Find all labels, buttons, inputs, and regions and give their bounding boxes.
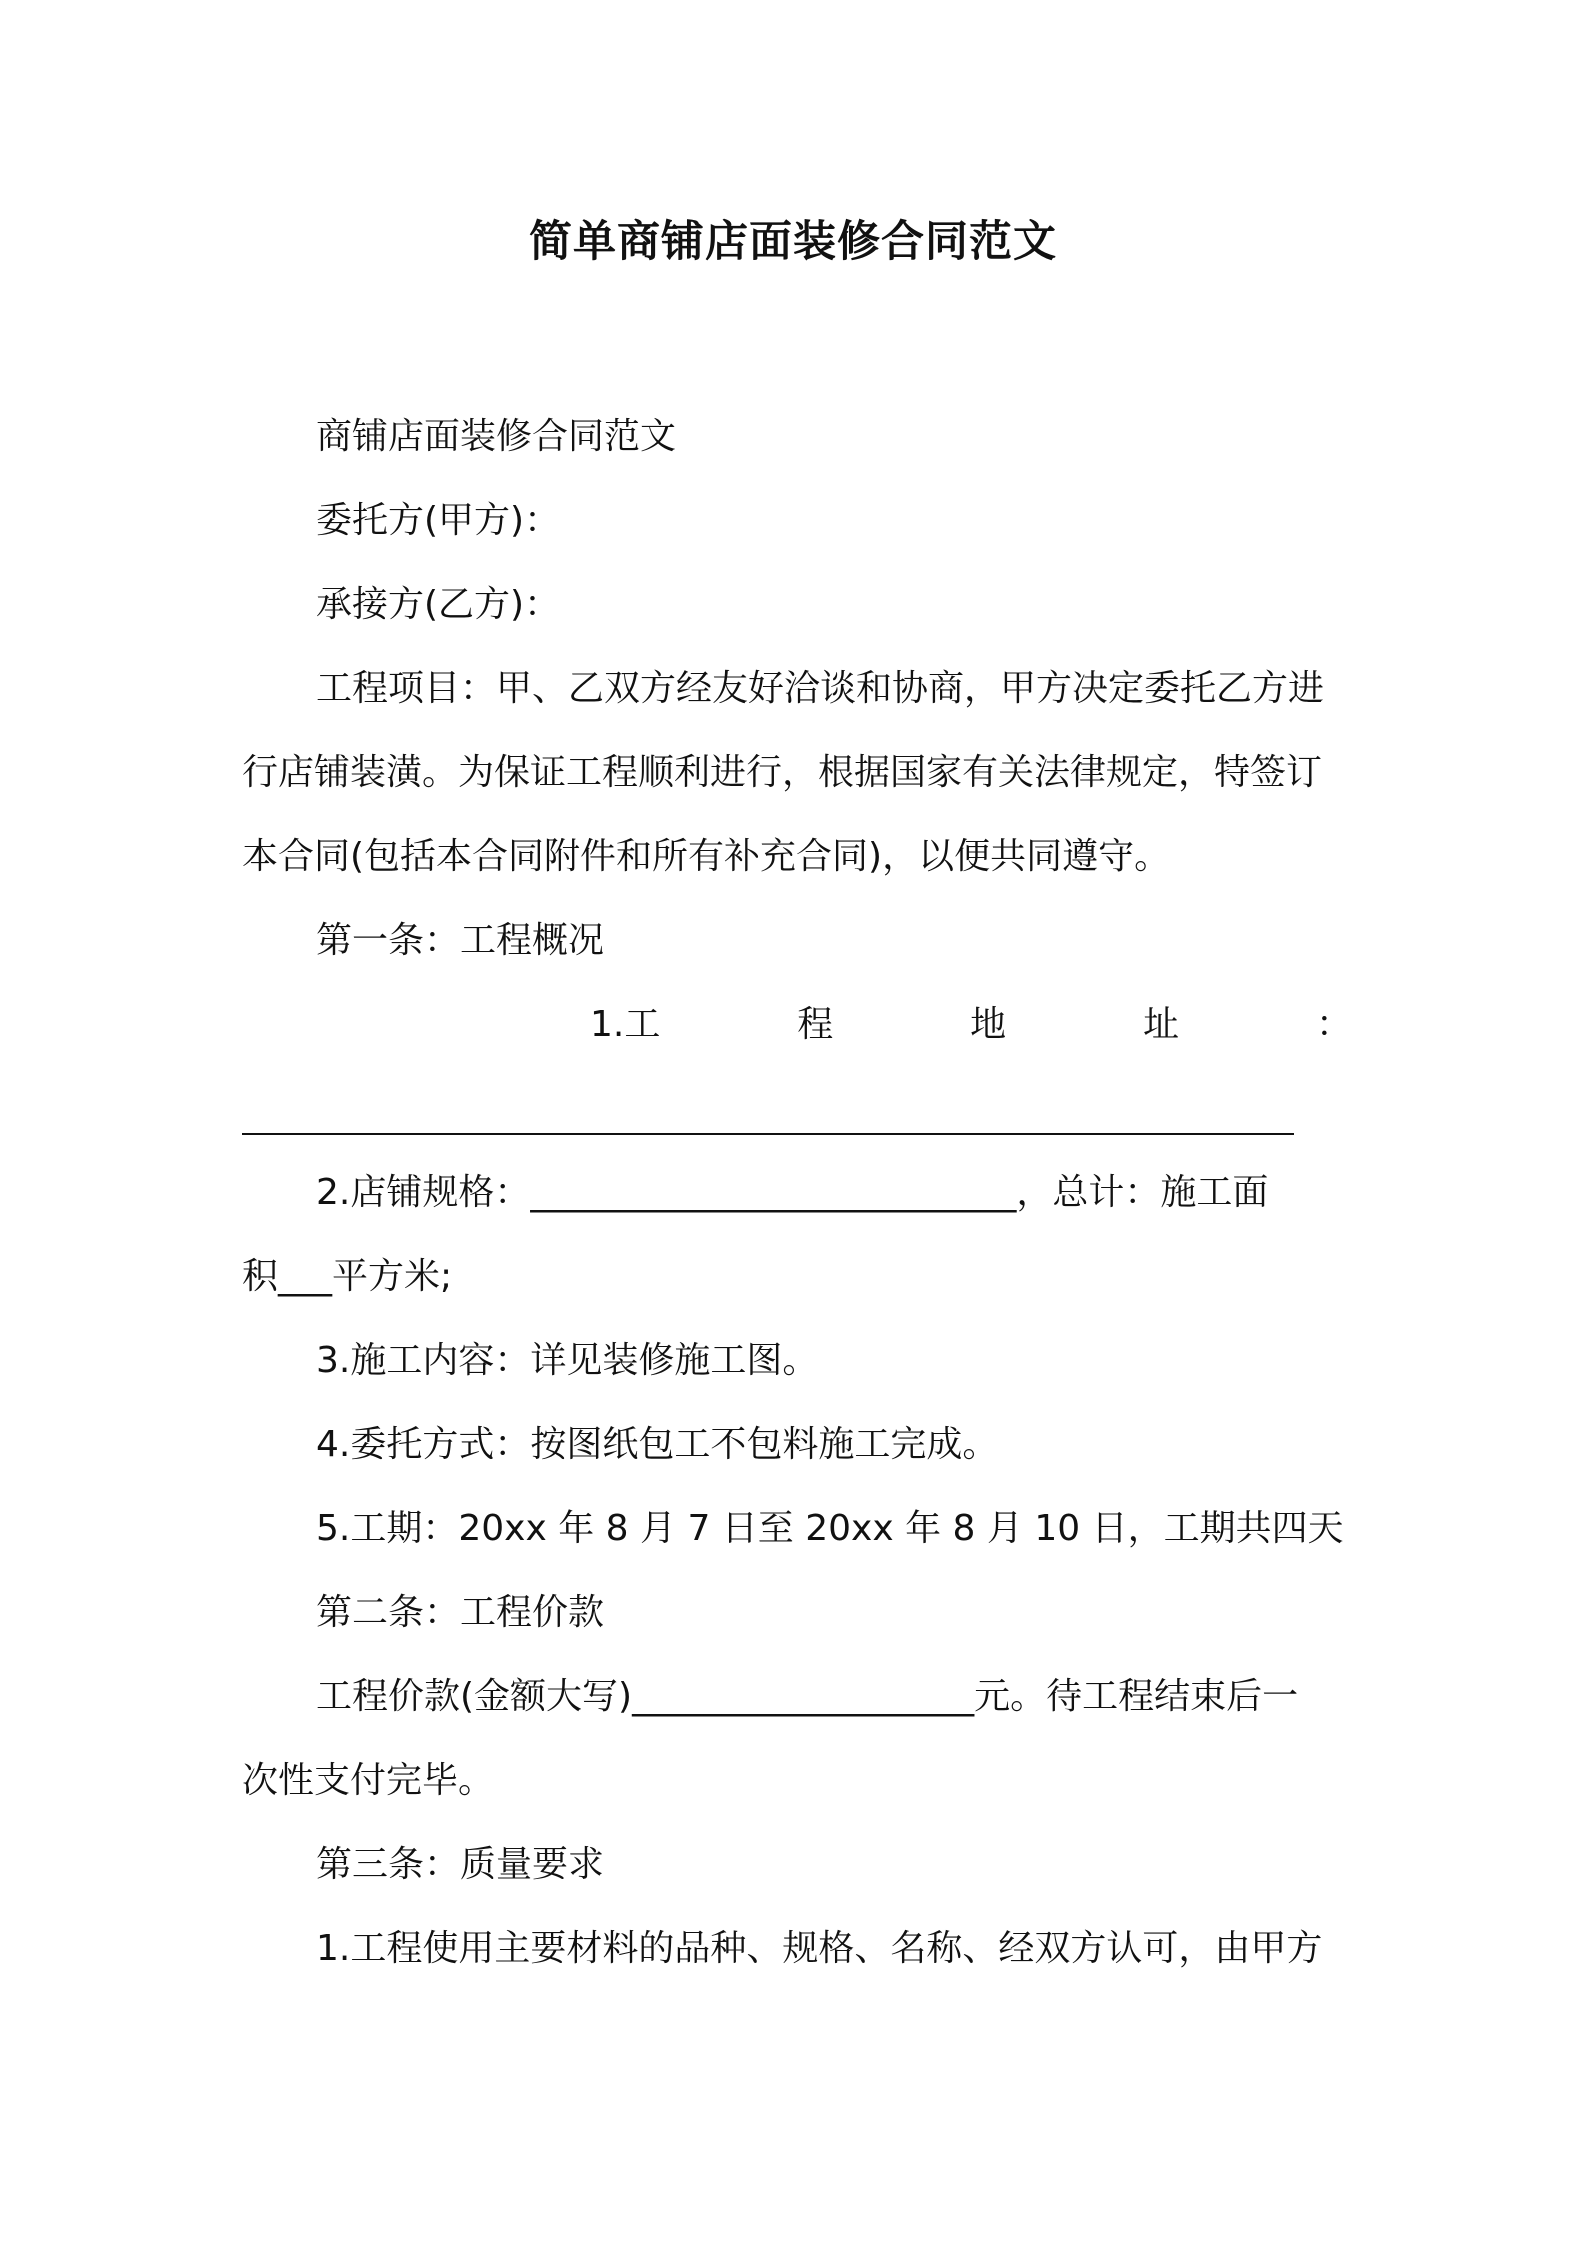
article-3-heading: 第三条：质量要求 <box>316 1844 605 1885</box>
party-a-line: 委托方(甲方)： <box>316 500 561 541</box>
address-label-part: 地 <box>970 1004 1007 1045</box>
article-1-heading: 第一条：工程概况 <box>316 920 605 961</box>
address-label-part: 址 <box>1143 1004 1180 1045</box>
address-label-part: ： <box>1315 1004 1352 1045</box>
document-title: 简单商铺店面装修合同范文 <box>529 217 1057 267</box>
quality-line-1: 1.工程使用主要材料的品种、规格、名称、经双方认可，由甲方 <box>316 1928 1323 1969</box>
project-paragraph-line-2: 行店铺装潢。为保证工程顺利进行，根据国家有关法律规定，特签订 <box>242 752 1323 793</box>
project-paragraph-line-1: 工程项目：甲、乙双方经友好洽谈和协商，甲方决定委托乙方进 <box>316 668 1325 709</box>
commission-method-line: 4.委托方式：按图纸包工不包料施工完成。 <box>316 1424 999 1465</box>
project-paragraph-line-3: 本合同(包括本合同附件和所有补充合同)，以便共同遵守。 <box>242 836 1171 877</box>
price-line-1: 工程价款(金额大写)___________________元。待工程结束后一 <box>316 1676 1299 1717</box>
party-b-line: 承接方(乙方)： <box>316 584 561 625</box>
article-2-heading: 第二条：工程价款 <box>316 1592 605 1633</box>
address-label-part: 1.工 <box>590 1004 661 1045</box>
address-label-part: 程 <box>797 1004 834 1045</box>
schedule-line: 5.工期：20xx 年 8 月 7 日至 20xx 年 8 月 10 日，工期共四天 <box>316 1508 1344 1549</box>
address-blank-rule <box>242 1133 1294 1135</box>
shop-spec-line-2: 积___平方米; <box>242 1256 453 1297</box>
price-line-2: 次性支付完毕。 <box>242 1760 495 1801</box>
shop-spec-line-1: 2.店铺规格：___________________________，总计：施工面 <box>316 1172 1269 1213</box>
subtitle-line: 商铺店面装修合同范文 <box>316 416 677 457</box>
address-line <box>242 1000 1352 1050</box>
construction-content-line: 3.施工内容：详见装修施工图。 <box>316 1340 819 1381</box>
